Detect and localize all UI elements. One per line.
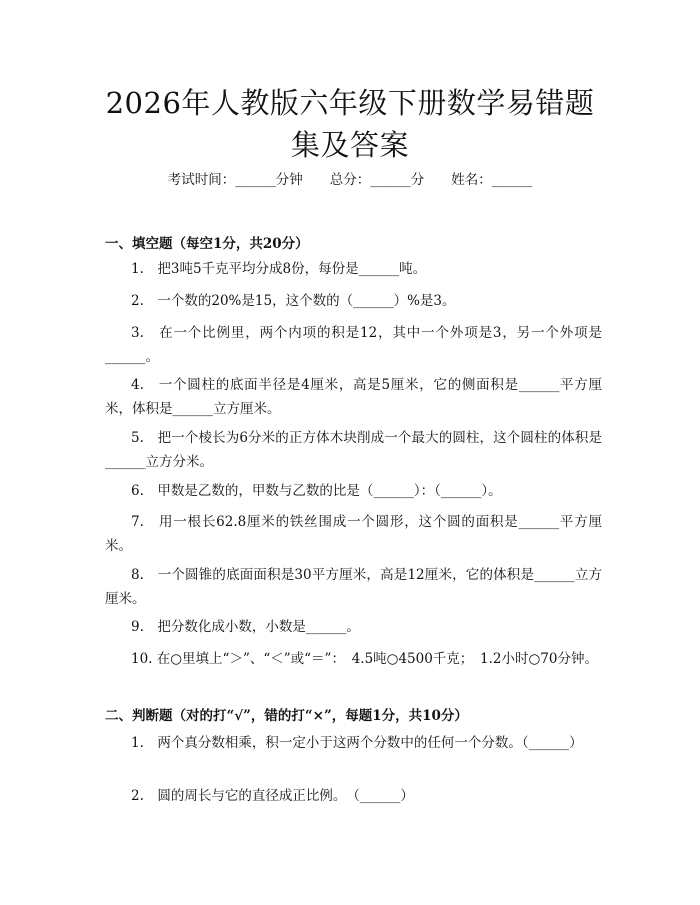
question-item: 2. 一个数的20%是15，这个数的（______）%是3。	[131, 293, 456, 309]
question-item: 7. 用一根长62.8厘米的铁丝围成一个圆形，这个圆的面积是______平方厘米。	[105, 514, 602, 554]
total-score-label: 总分：______分	[329, 172, 425, 188]
section-heading-true-false: 二、判断题（对的打“√”，错的打“×”，每题1分，共10分）	[105, 708, 468, 724]
question-item: 2. 圆的周长与它的直径成正比例。 （______）	[131, 788, 414, 804]
page-title: 2026年人教版六年级下册数学易错题集及答案	[105, 86, 595, 162]
question-item: 1. 两个真分数相乘，积一定小于这两个分数中的任何一个分数。（______）	[131, 735, 583, 751]
section-heading-fill-blank: 一、填空题（每空1分，共20分）	[105, 236, 309, 252]
question-item: 5. 把一个棱长为6分米的正方体木块削成一个最大的圆柱，这个圆柱的体积是______立方分米。	[105, 430, 602, 470]
question-item: 4. 一个圆柱的底面半径是4厘米，高是5厘米，它的侧面积是______平方厘米，体积是______立方厘米。	[105, 377, 602, 417]
student-name-label: 姓名：______	[451, 172, 533, 188]
exam-meta	[0, 168, 700, 188]
question-item: 8. 一个圆锥的底面面积是30平方厘米，高是12厘米，它的体积是______立方厘米。	[105, 567, 602, 607]
question-item: 1. 把3吨5千克平均分成8份，每份是______吨。	[131, 261, 427, 277]
question-item: 3. 在一个比例里，两个内项的积是12，其中一个外项是3，另一个外项是______。	[105, 325, 602, 365]
question-item: 9. 把分数化成小数，小数是______。	[131, 619, 360, 635]
exam-time-label: 考试时间：______分钟	[167, 172, 303, 188]
question-item: 10. 在○里填上“＞”、“＜”或“＝”： 4.5吨○4500千克； 1.2小时○70分钟。	[131, 651, 598, 667]
question-item: 6. 甲数是乙数的，甲数与乙数的比是（______）：（______）。	[131, 483, 502, 499]
